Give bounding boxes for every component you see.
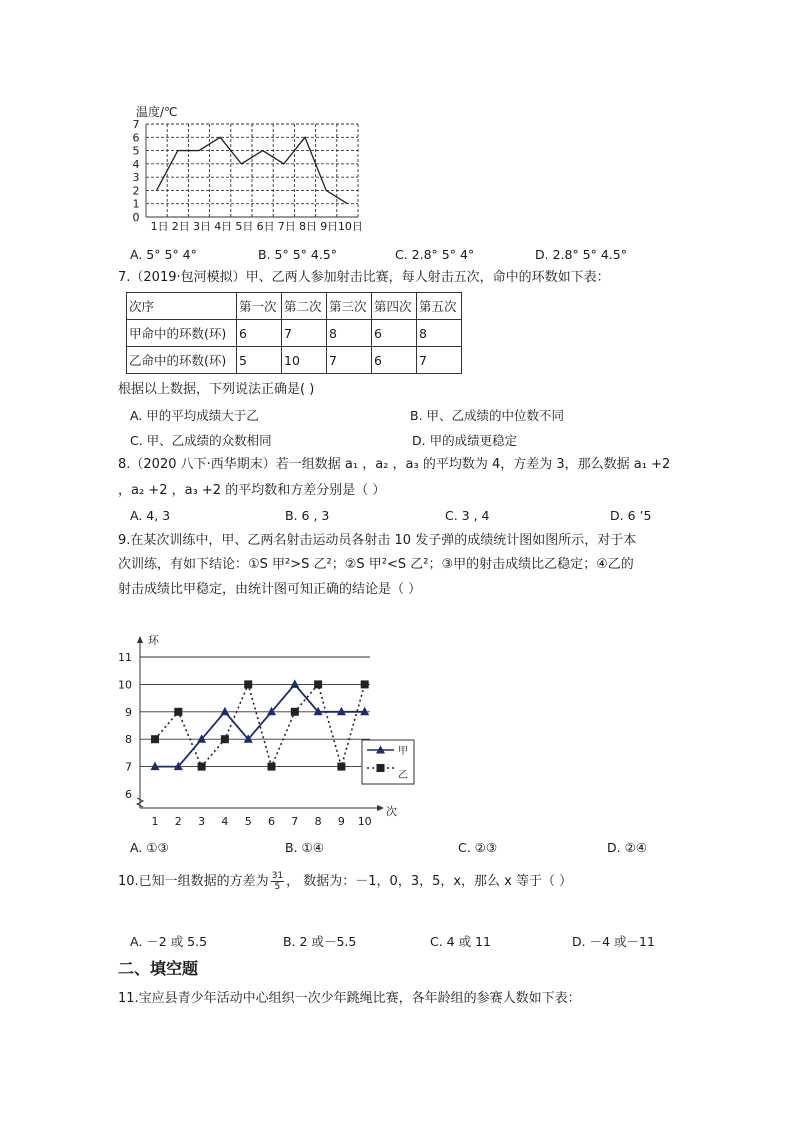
shoot-x-tick-label: 9 <box>337 815 345 828</box>
q10-stem-after: ， 数据为：－1，0，3，5，x，那么 x 等于（ ） <box>286 874 573 889</box>
temp-x-tick-label: 7日 <box>277 220 296 233</box>
temp-y-tick-label: 7 <box>132 118 140 131</box>
temp-chart-grid <box>146 124 358 217</box>
table-cell: 6 <box>372 347 417 374</box>
shoot-x-tick-label: 5 <box>244 815 252 828</box>
temp-x-tick-label: 9日 <box>320 220 339 233</box>
table-header-cell: 第四次 <box>372 293 417 320</box>
q9-option-d[interactable]: D. ②④ <box>607 840 647 855</box>
table-row <box>127 347 462 374</box>
shoot-y-tick-label: 9 <box>125 705 132 719</box>
shoot-y-tick-label: 7 <box>125 760 132 774</box>
temp-y-tick-label: 2 <box>132 184 140 198</box>
shoot-chart-ylabel: 环 <box>148 634 159 647</box>
fraction-denominator: 5 <box>274 882 281 892</box>
table-cell: 7 <box>327 347 372 374</box>
temp-x-tick-label: 4日 <box>214 220 233 233</box>
fraction-numerator: 31 <box>271 871 284 881</box>
series-yi-point <box>174 708 182 716</box>
temperature-line-chart <box>128 100 368 240</box>
q7-option-d[interactable]: D. 甲的成绩更稳定 <box>412 433 518 448</box>
shoot-x-tick-label: 2 <box>174 815 182 828</box>
series-yi-point <box>291 708 299 716</box>
q8-stem-line1: 8.（2020 八下·西华期末）若一组数据 a₁ ，a₂ ，a₃ 的平均数为 4，方差为 3，那么数据 a₁ +2 <box>118 457 671 472</box>
q8-option-d[interactable]: D. 6 ’5 <box>610 508 652 523</box>
shoot-x-tick-label: 7 <box>291 815 299 828</box>
table-cell: 7 <box>417 347 462 374</box>
shoot-y-tick-label: 11 <box>118 651 132 664</box>
table-cell: 8 <box>417 320 462 347</box>
table-cell: 乙命中的环数(环) <box>127 347 237 374</box>
section-title: 二、填空题 <box>118 959 199 978</box>
table-header-cell: 第二次 <box>282 293 327 320</box>
q7-option-a[interactable]: A. 甲的平均成绩大于乙 <box>130 408 259 423</box>
table-header-row <box>127 293 462 320</box>
temp-y-tick-label: 6 <box>132 131 140 145</box>
shooting-scores-line-chart <box>118 628 418 833</box>
table-cell: 8 <box>327 320 372 347</box>
shoot-chart-legend <box>362 740 414 784</box>
temp-x-tick-label: 5日 <box>235 220 254 233</box>
q7-score-table <box>126 292 462 374</box>
q10-option-b[interactable]: B. 2 或－5.5 <box>283 934 357 949</box>
q11-stem: 11.宝应县青少年活动中心组织一次少年跳绳比赛，各年龄组的参赛人数如下表： <box>118 991 581 1006</box>
shoot-y-axis-arrow <box>137 636 143 643</box>
q8-option-b[interactable]: B. 6 , 3 <box>285 508 330 523</box>
table-cell: 6 <box>237 320 282 347</box>
temp-x-tick-label: 3日 <box>193 220 211 233</box>
series-yi-point <box>268 763 276 771</box>
q6-option-b[interactable]: B. 5° 5° 4.5° <box>258 247 338 262</box>
series-yi-point <box>221 735 229 743</box>
q7-stem: 7.（2019·包河模拟）甲、乙两人参加射击比赛，每人射击五次，命中的环数如下表： <box>118 270 610 285</box>
table-header-cell: 次序 <box>127 293 237 320</box>
q9-option-a[interactable]: A. ①③ <box>130 840 169 855</box>
temp-x-tick-label: 8日 <box>299 220 317 233</box>
series-yi-point <box>198 763 206 771</box>
q9-option-c[interactable]: C. ②③ <box>458 840 498 855</box>
shoot-x-tick-label: 1 <box>151 815 159 828</box>
table-cell: 7 <box>282 320 327 347</box>
q6-option-d[interactable]: D. 2.8° 5° 4.5° <box>535 247 627 262</box>
q6-option-a[interactable]: A. 5° 5° 4° <box>130 247 197 262</box>
temp-y-tick-label: 4 <box>132 157 140 171</box>
temp-chart-x-ticks <box>151 220 363 233</box>
q10-option-c[interactable]: C. 4 或 11 <box>430 934 491 949</box>
shoot-y-tick-label: 6 <box>125 788 132 801</box>
series-yi-point <box>244 680 252 688</box>
q10-option-d[interactable]: D. －4 或－11 <box>572 934 655 949</box>
shoot-x-tick-label: 6 <box>268 815 275 828</box>
series-jia-point <box>290 679 299 688</box>
table-row <box>127 320 462 347</box>
temp-x-tick-label: 6日 <box>256 220 275 233</box>
shoot-x-tick-label: 8 <box>314 815 322 828</box>
temp-y-tick-label: 0 <box>132 211 140 224</box>
q9-option-b[interactable]: B. ①④ <box>285 840 324 855</box>
series-yi-point <box>314 680 322 688</box>
q8-option-c[interactable]: C. 3 , 4 <box>445 508 490 523</box>
q8-stem-line2: ，a₂ +2 ，a₃ +2 的平均数和方差分别是（ ） <box>118 483 386 498</box>
temp-y-tick-label: 1 <box>132 197 140 211</box>
shoot-x-tick-label: 4 <box>221 815 229 828</box>
table-cell: 6 <box>372 320 417 347</box>
series-yi-point <box>337 763 345 771</box>
table-cell: 5 <box>237 347 282 374</box>
shoot-x-tick-label: 10 <box>357 815 372 828</box>
temp-x-tick-label: 2日 <box>171 220 190 233</box>
legend-label-yi: 乙 <box>398 770 408 781</box>
q10-option-a[interactable]: A. －2 或 5.5 <box>130 934 208 949</box>
table-header-cell: 第一次 <box>237 293 282 320</box>
table-header-cell: 第三次 <box>327 293 372 320</box>
q7-after-text: 根据以上数据，下列说法正确是( ) <box>118 382 315 397</box>
shoot-chart-x-ticks <box>152 815 372 828</box>
q8-option-a[interactable]: A. 4, 3 <box>130 508 171 523</box>
shoot-y-tick-label: 10 <box>118 678 132 692</box>
series-yi-point <box>361 680 369 688</box>
legend-label-jia: 甲 <box>398 746 408 757</box>
q9-stem-line3: 射击成绩比甲稳定，由统计图可知正确的结论是（ ） <box>118 582 422 597</box>
table-header-cell: 第五次 <box>417 293 462 320</box>
q7-option-c[interactable]: C. 甲、乙成绩的众数相同 <box>130 433 272 448</box>
temp-x-tick-label: 10日 <box>337 220 363 233</box>
shoot-chart-series <box>151 679 370 770</box>
shoot-x-axis-arrow <box>377 805 384 811</box>
series-jia-point <box>220 707 229 716</box>
axis-break-icon <box>137 798 143 807</box>
series-jia-line <box>155 684 365 766</box>
shoot-x-tick-label: 3 <box>198 815 206 828</box>
table-cell: 10 <box>282 347 327 374</box>
q6-option-c[interactable]: C. 2.8° 5° 4° <box>395 247 475 262</box>
shoot-chart-xlabel: 次 <box>386 805 397 818</box>
temp-x-tick-label: 1日 <box>150 220 169 233</box>
q9-stem-line2: 次训练，有如下结论：①S 甲²>S 乙²；②S 甲²<S 乙²；③甲的射击成绩比乙稳定；④乙的 <box>118 557 634 572</box>
temp-chart-ylabel: 温度/℃ <box>136 105 178 119</box>
temp-y-tick-label: 3 <box>132 171 140 185</box>
q10-stem <box>118 868 572 896</box>
temp-y-tick-label: 5 <box>132 144 140 158</box>
table-cell: 甲命中的环数(环) <box>127 320 237 347</box>
q7-option-b[interactable]: B. 甲、乙成绩的中位数不同 <box>410 408 565 423</box>
q10-stem-before: 10.已知一组数据的方差为 <box>118 874 269 889</box>
shoot-chart-y-ticks <box>118 651 132 801</box>
temp-chart-y-ticks <box>133 118 140 224</box>
shoot-y-tick-label: 8 <box>125 733 132 747</box>
q9-stem-line1: 9.在某次训练中，甲、乙两名射击运动员各射击 10 发子弹的成绩统计图如图所示，对于本 <box>118 533 637 548</box>
variance-fraction <box>271 871 284 892</box>
series-yi-point <box>151 735 159 743</box>
